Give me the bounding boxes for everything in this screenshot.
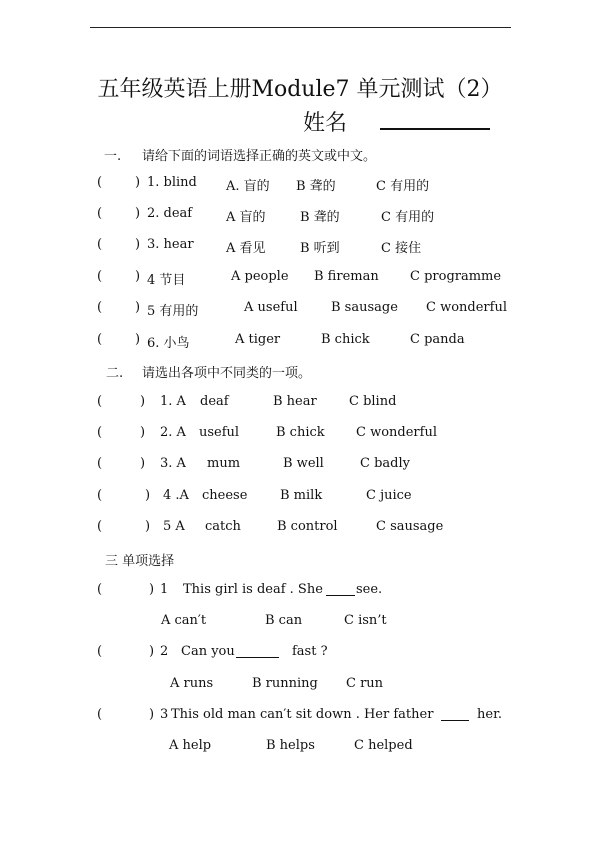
fill-blank[interactable]: [326, 582, 355, 600]
option-b: B milk: [280, 488, 323, 503]
option-b: B 聋的: [300, 210, 340, 225]
question-number: 5 有用的: [147, 304, 199, 319]
option-c: C helped: [354, 738, 413, 753]
section2-heading: [0, 362, 600, 382]
page-title: 五年级英语上册Module7 单元测试（2）: [97, 77, 503, 102]
section-title: 请选出各项中不同类的一项。: [142, 366, 312, 381]
option-c: C isn’t: [344, 613, 387, 628]
answer-paren-close: ): [135, 332, 141, 347]
section3-heading: [0, 550, 600, 570]
options-row: [0, 738, 600, 758]
question-number: 1. A: [160, 394, 186, 409]
option-a: mum: [207, 456, 241, 471]
option-a: useful: [199, 425, 240, 440]
option-a: A runs: [170, 676, 214, 691]
option-c: C juice: [366, 488, 412, 503]
top-rule: [90, 27, 511, 28]
fill-blank[interactable]: [441, 707, 469, 725]
option-c: C 有用的: [381, 210, 435, 225]
answer-paren-close: ): [135, 206, 141, 221]
option-c: C badly: [360, 456, 410, 471]
option-a: A 盲的: [226, 210, 266, 225]
option-a: catch: [205, 519, 241, 534]
question-number: 3. A: [160, 456, 186, 471]
name-label: 姓名: [303, 111, 348, 136]
option-a: A can′t: [161, 613, 207, 628]
option-b: B 聋的: [296, 179, 336, 194]
option-b: B chick: [276, 425, 325, 440]
question-row: [0, 707, 600, 727]
option-c: C programme: [410, 269, 502, 284]
option-c: C wonderful: [426, 300, 507, 315]
option-a: A. 盲的: [226, 179, 270, 194]
question-text: This old man can′t sit down . Her father: [171, 707, 434, 722]
answer-paren-open[interactable]: (: [97, 707, 103, 722]
question-row: [0, 582, 600, 602]
question-number: 2. A: [160, 425, 186, 440]
option-b: B control: [277, 519, 338, 534]
question-number: 3. hear: [147, 237, 194, 252]
answer-paren-close: ): [135, 269, 141, 284]
option-c: C 接住: [381, 241, 422, 256]
answer-paren-close: ): [135, 237, 141, 252]
option-b: B helps: [266, 738, 315, 753]
option-a: deaf: [200, 394, 229, 409]
answer-paren-close: ): [140, 425, 146, 440]
option-c: C panda: [410, 332, 465, 347]
question-number: 4 .A: [163, 488, 189, 503]
answer-paren-close: ): [135, 175, 141, 190]
question-number: 1. blind: [147, 175, 197, 190]
option-c: C run: [346, 676, 384, 691]
answer-paren-close: ): [135, 300, 141, 315]
answer-paren-open[interactable]: (: [97, 237, 103, 252]
question-number: 2: [160, 644, 169, 659]
question-row: [0, 332, 600, 352]
answer-paren-open[interactable]: (: [97, 519, 103, 534]
question-number: 5 A: [163, 519, 185, 534]
question-row: [0, 269, 600, 289]
section-number: 二.: [106, 366, 124, 381]
answer-paren-close: ): [145, 519, 151, 534]
name-field[interactable]: [380, 128, 490, 130]
question-row: [0, 488, 600, 508]
answer-paren-open[interactable]: (: [97, 488, 103, 503]
option-a: cheese: [202, 488, 248, 503]
option-c: C blind: [349, 394, 397, 409]
section-number: 一.: [104, 149, 122, 164]
option-a: A 看见: [226, 241, 266, 256]
answer-paren-close: ): [149, 707, 155, 722]
question-number: 1: [160, 582, 169, 597]
question-text-end: see.: [356, 582, 383, 597]
question-row: [0, 425, 600, 445]
answer-paren-open[interactable]: (: [97, 269, 103, 284]
question-text: Can you: [181, 644, 235, 659]
answer-paren-open[interactable]: (: [97, 394, 103, 409]
question-row: [0, 644, 600, 664]
question-number: 6. 小鸟: [147, 336, 190, 351]
answer-paren-open[interactable]: (: [97, 456, 103, 471]
section-title: 请给下面的词语选择正确的英文或中文。: [142, 149, 377, 164]
answer-paren-open[interactable]: (: [97, 425, 103, 440]
question-row: [0, 206, 600, 226]
question-number: 2. deaf: [147, 206, 193, 221]
answer-paren-open[interactable]: (: [97, 300, 103, 315]
option-a: A people: [231, 269, 289, 284]
answer-paren-open[interactable]: (: [97, 206, 103, 221]
option-c: C sausage: [376, 519, 444, 534]
answer-paren-open[interactable]: (: [97, 332, 103, 347]
section1-heading: [0, 145, 600, 165]
answer-paren-close: ): [140, 456, 146, 471]
question-text-end: her.: [477, 707, 502, 722]
answer-paren-open[interactable]: (: [97, 582, 103, 597]
question-row: [0, 456, 600, 476]
answer-paren-open[interactable]: (: [97, 175, 103, 190]
option-b: B well: [283, 456, 324, 471]
option-b: B sausage: [331, 300, 398, 315]
question-row: [0, 237, 600, 257]
option-b: B running: [252, 676, 318, 691]
question-text-end: fast ?: [292, 644, 328, 659]
option-b: B hear: [273, 394, 317, 409]
options-row: [0, 676, 600, 696]
answer-paren-open[interactable]: (: [97, 644, 103, 659]
question-row: [0, 394, 600, 414]
answer-paren-close: ): [140, 394, 146, 409]
question-row: [0, 175, 600, 195]
option-a: A useful: [244, 300, 298, 315]
question-number: 3: [160, 707, 169, 722]
answer-paren-close: ): [149, 644, 155, 659]
option-b: B 听到: [300, 241, 340, 256]
question-row: [0, 300, 600, 320]
question-text: This girl is deaf . She: [183, 582, 323, 597]
answer-paren-close: ): [145, 488, 151, 503]
option-a: A tiger: [235, 332, 281, 347]
option-a: A help: [169, 738, 212, 753]
answer-paren-close: ): [149, 582, 155, 597]
option-b: B can: [265, 613, 303, 628]
question-row: [0, 519, 600, 539]
question-number: 4 节目: [147, 273, 186, 288]
option-b: B fireman: [314, 269, 379, 284]
options-row: [0, 613, 600, 633]
option-c: C 有用的: [376, 179, 430, 194]
option-b: B chick: [321, 332, 370, 347]
section-title: 三 单项选择: [105, 554, 175, 569]
fill-blank[interactable]: [236, 644, 279, 662]
option-c: C wonderful: [356, 425, 437, 440]
